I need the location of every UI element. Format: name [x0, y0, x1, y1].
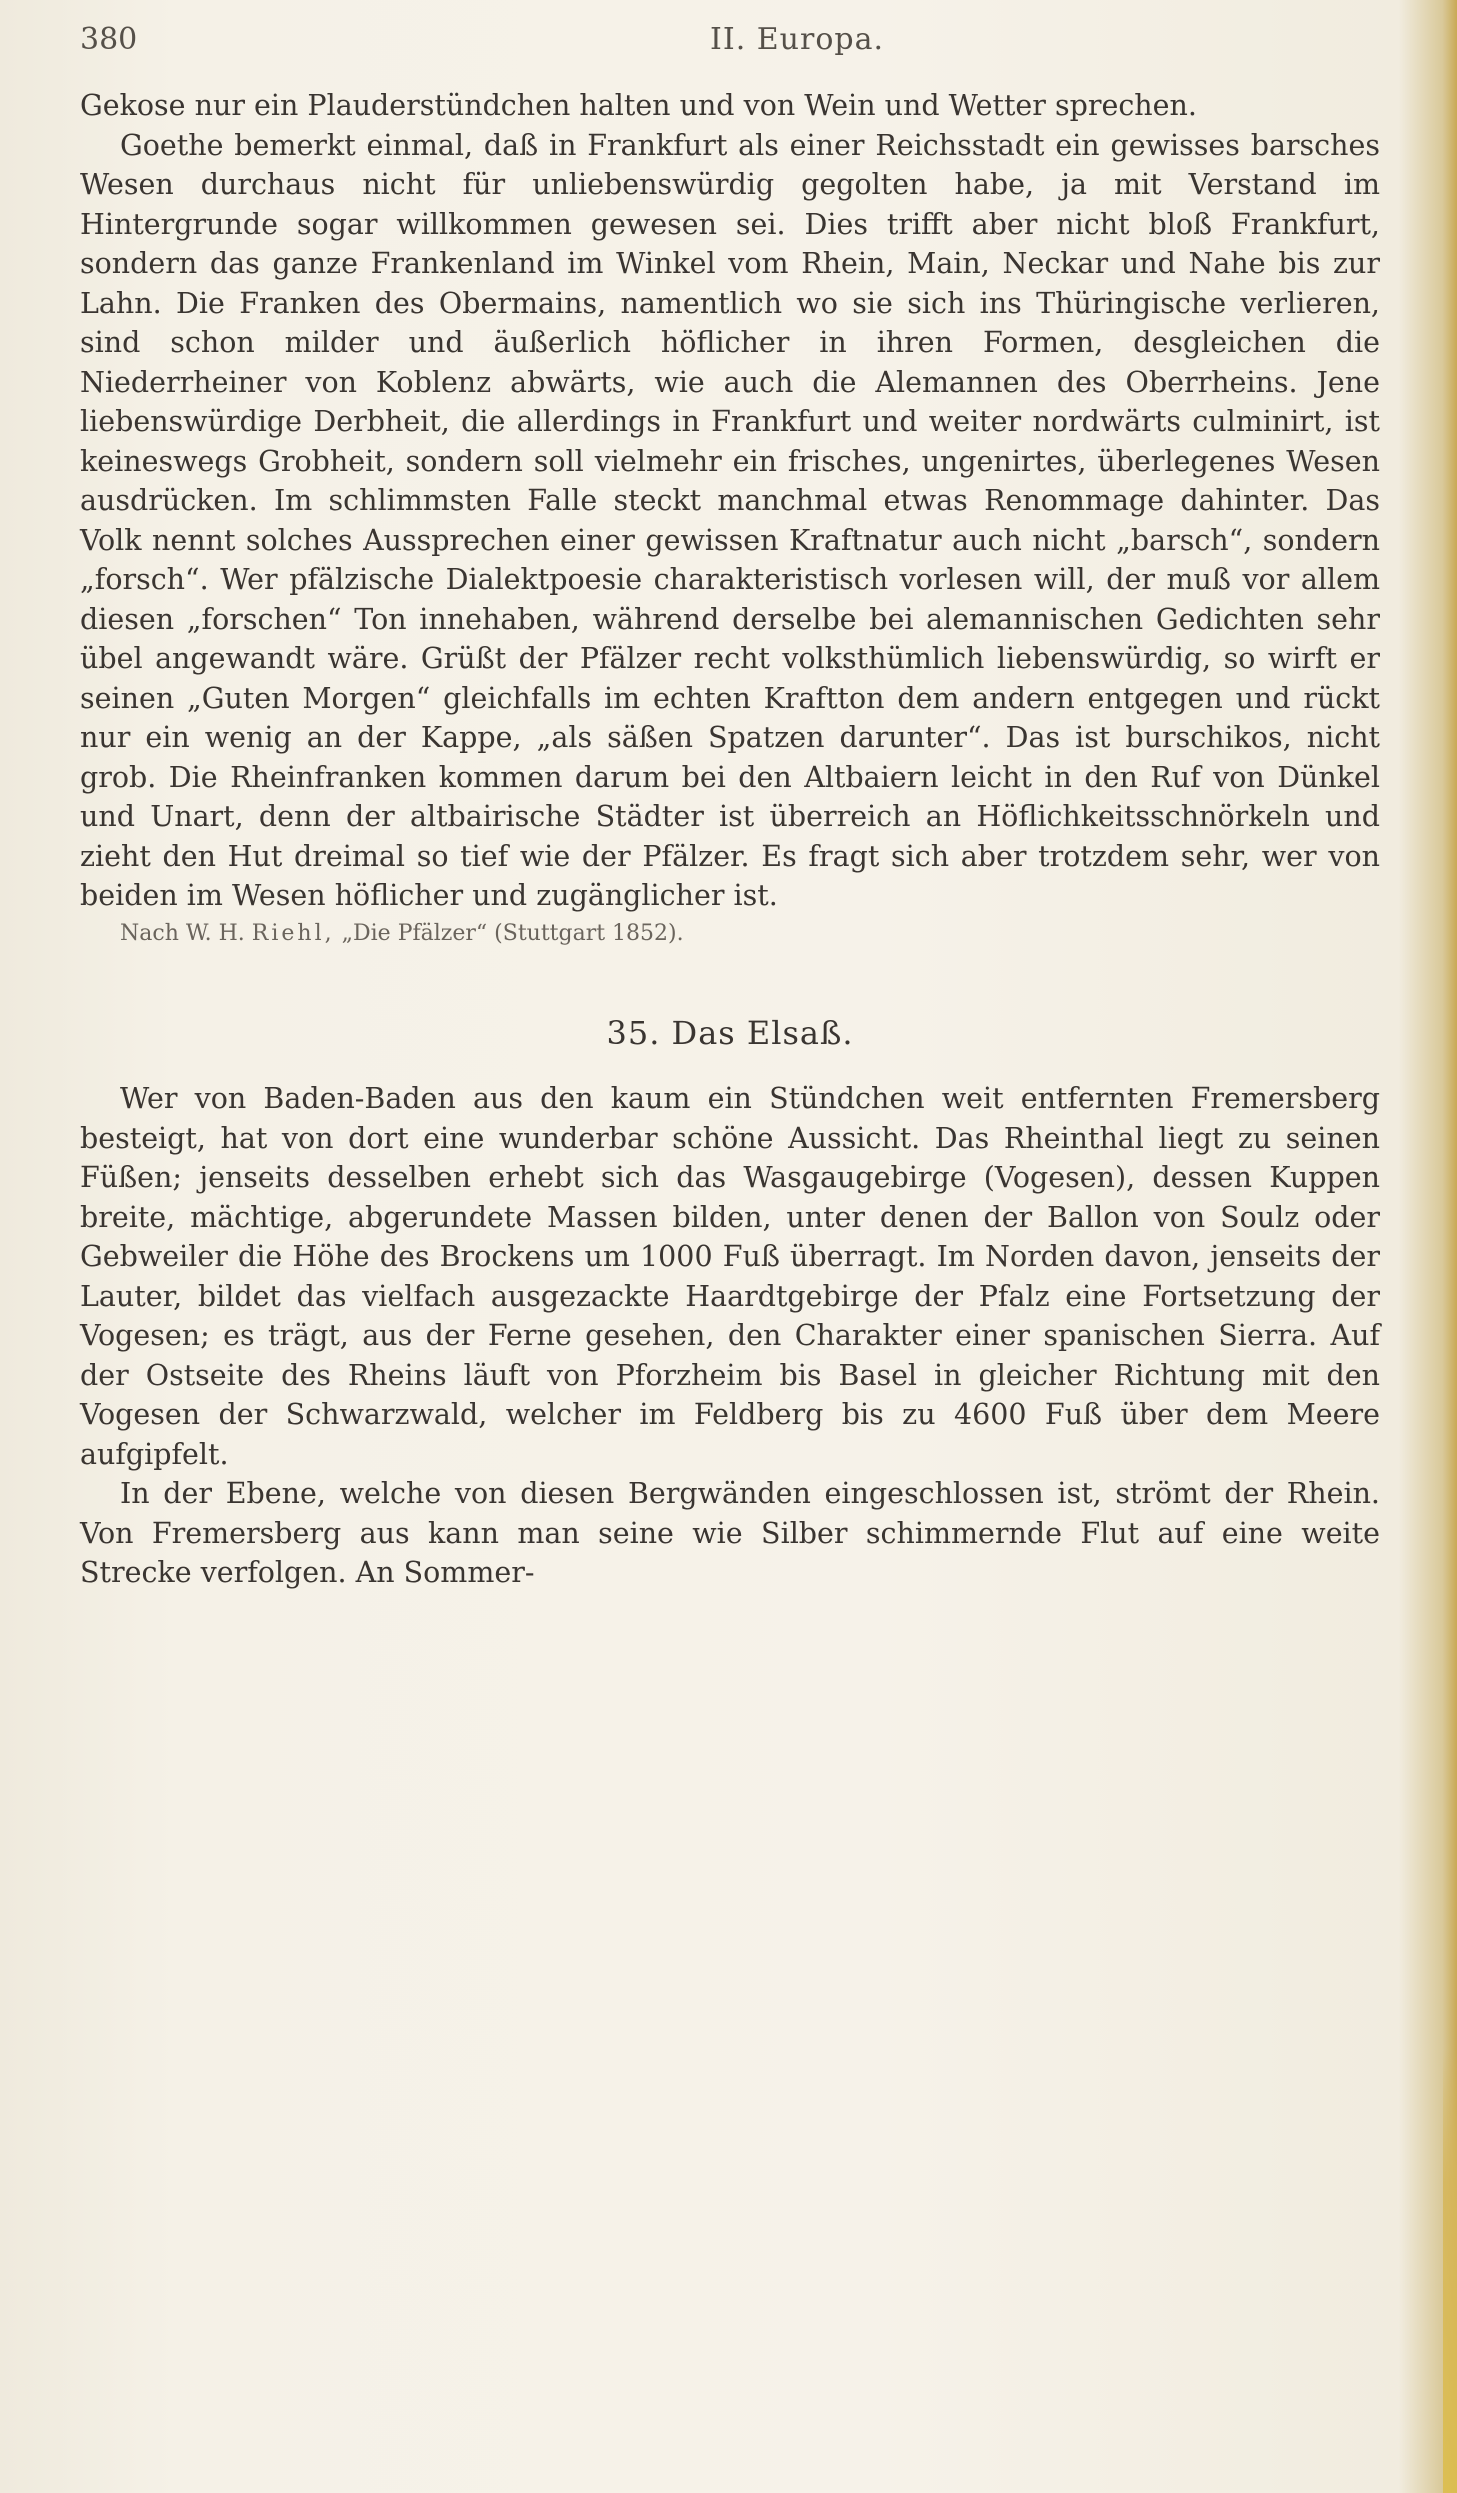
paragraph-goethe: Goethe bemerkt einmal, daß in Frankfurt als einer Reichsstadt ein gewisses barsches Wesen durchaus nicht für unliebenswürdig gegolten habe, ja mit Verstand im Hintergrunde sogar willkommen gewesen sei. Dies trifft aber nicht bloß Frankfurt, sondern das ganze Frankenland im Winkel vom Rhein, Main, Neckar und Nahe bis zur Lahn. Die Franken des Obermains, namentlich wo sie sich ins Thüringische verlieren, sind schon milder und äußerlich höflicher in ihren Formen, desgleichen die Niederrheiner von Koblenz abwärts, wie auch die Alemannen des Oberrheins. Jene liebenswürdige Derbheit, die allerdings in Frankfurt und weiter nordwärts culminirt, ist keineswegs Grobheit, sondern soll vielmehr ein frisches, ungenirtes, überlegenes Wesen ausdrücken. Im schlimmsten Falle steckt manchmal etwas Renommage dahinter. Das Volk nennt solches Aussprechen einer gewissen Kraftnatur auch nicht „barsch“, sondern „forsch“. Wer pfälzische Dialektpoesie charakteristisch vorlesen will, der muß vor allem diesen „forschen“ Ton innehaben, während derselbe bei alemannischen Gedichten sehr übel angewandt wäre. Grüßt der Pfälzer recht volksthümlich liebenswürdig, so wirft er seinen „Guten Morgen“ gleichfalls im echten Kraftton dem andern entgegen und rückt nur ein wenig an der Kappe, „als säßen Spatzen darunter“. Das ist burschikos, nicht grob. Die Rheinfranken kommen darum bei den Altbaiern leicht in den Ruf von Dünkel und Unart, denn der altbairische Städter ist überreich an Höflichkeitsschnörkeln und zieht den Hut dreimal so tief wie der Pfälzer. Es fragt sich aber trotzdem sehr, wer von beiden im Wesen höflicher und zugänglicher ist. [80, 128, 1380, 912]
paragraph-fremersberg: Wer von Baden-Baden aus den kaum ein Stündchen weit entfernten Fremersberg besteigt, hat von dort eine wunderbar schöne Aussicht. Das Rheinthal liegt zu seinen Füßen; jenseits desselben erhebt sich das Wasgaugebirge (Vogesen), dessen Kuppen breite, mächtige, abgerundete Massen bilden, unter denen der Ballon von Soulz oder Gebweiler die Höhe des Brockens um 1000 Fuß überragt. Im Norden davon, jenseits der Lauter, bildet das vielfach ausgezackte Haardtgebirge der Pfalz eine Fortsetzung der Vogesen; es trägt, aus der Ferne gesehen, den Charakter einer spanischen Sierra. Auf der Ostseite des Rheins läuft von Pforzheim bis Basel in gleicher Richtung mit den Vogesen der Schwarzwald, welcher im Feldberg bis zu 4600 Fuß über dem Meere aufgipfelt. [80, 1082, 1380, 1471]
source-author: Riehl, [251, 920, 335, 946]
page-number: 380 [80, 22, 138, 57]
source-citation [80, 918, 1380, 950]
page-edge-discoloration [1443, 2050, 1457, 2493]
running-title: II. Europa. [710, 22, 885, 57]
paragraph-continuation: Gekose nur ein Plauderstündchen halten und von Wein und Wetter sprechen. [80, 89, 1197, 122]
source-prefix: Nach W. H. [120, 920, 245, 946]
page-body [80, 86, 1380, 1593]
running-header [80, 22, 1380, 62]
paragraph-rhein: In der Ebene, welche von diesen Bergwänden eingeschlossen ist, strömt der Rhein. Von Fremersberg aus kann man seine wie Silber schimmernde Flut auf eine weite Strecke verfolgen. An Sommer- [80, 1477, 1380, 1589]
section-heading: 35. Das Elsaß. [606, 1013, 854, 1052]
source-title: „Die Pfälzer“ (Stuttgart 1852). [341, 920, 684, 946]
